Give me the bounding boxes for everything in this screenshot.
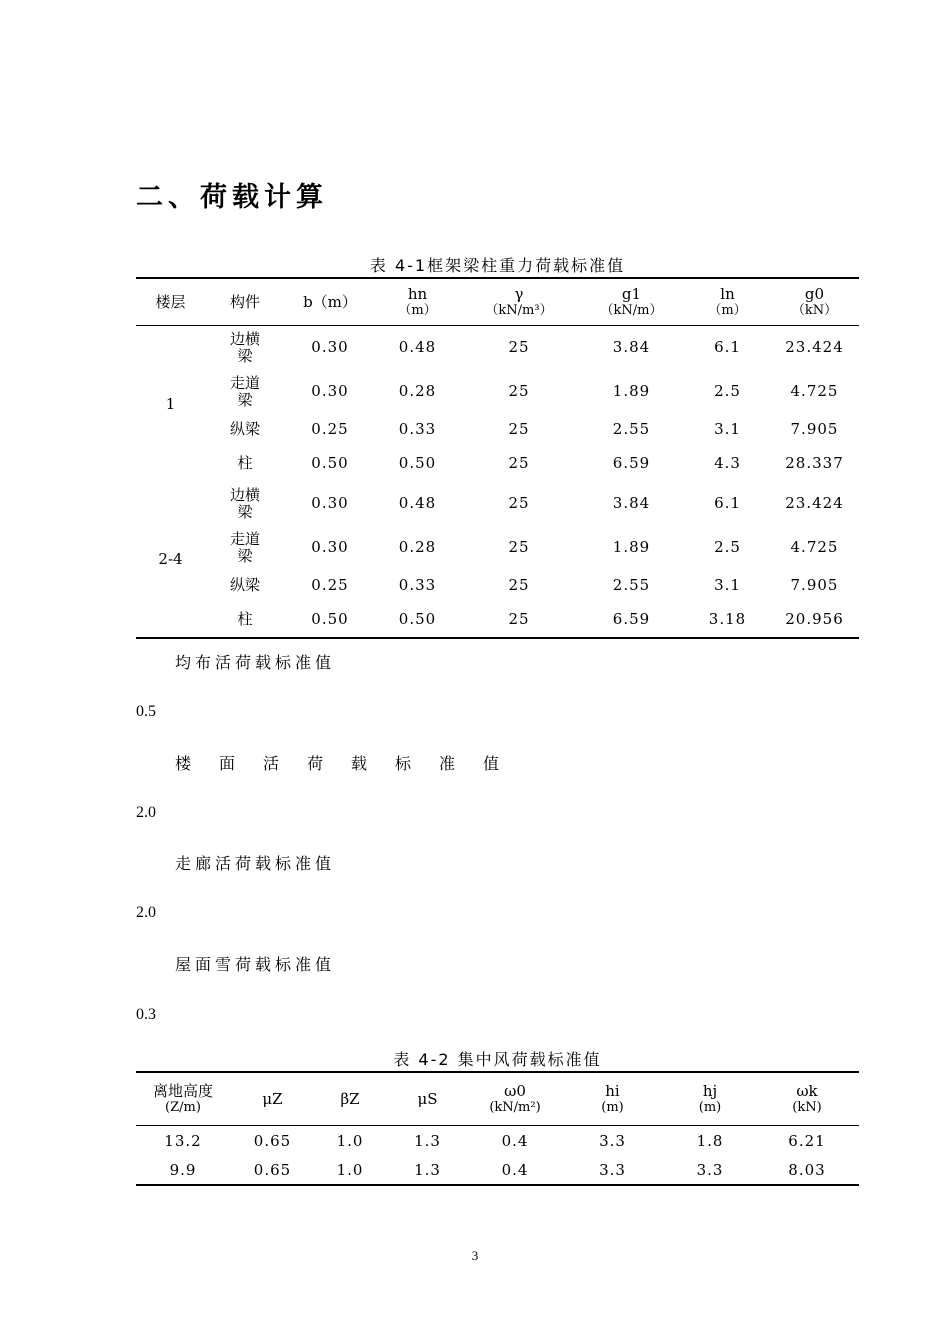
table2-header-cell (230, 1074, 315, 1125)
table2-header-cell (136, 1074, 230, 1125)
table1-cell (770, 603, 859, 637)
table1-cell (770, 328, 859, 368)
table1-cell (375, 526, 460, 570)
table1-cell-value: 0.50 (311, 610, 349, 629)
table2-header-label: 离地高度 (152, 1082, 213, 1101)
table1-cell-value: 走道梁 (229, 373, 260, 409)
table2-header-unit: (m) (601, 1099, 624, 1115)
table1-header-unit: （kN/m³） (485, 302, 553, 318)
table1-cell-value: 2.5 (714, 538, 741, 557)
table1-caption: 表 4-1框架梁柱重力荷载标准值 (369, 256, 626, 275)
table1-cell-value: 2.55 (612, 576, 651, 595)
table2-top-rule (136, 1071, 859, 1073)
table1-cell-value: 边横梁 (229, 329, 260, 365)
table2-cell-value: 1.3 (414, 1161, 441, 1180)
load-value: 0.5 (136, 703, 156, 720)
table1-cell-value: 25 (508, 610, 530, 629)
table1-cell (205, 603, 285, 637)
table2-header-label: μS (417, 1089, 438, 1108)
table1-cell (285, 448, 375, 480)
table1-cell-value: 6.1 (714, 338, 741, 357)
table1-header-cell (578, 280, 685, 325)
table2-cell-value: 1.0 (336, 1132, 364, 1151)
table1-header-label: g1 (621, 285, 642, 304)
table1-cell-value: 23.424 (785, 494, 844, 513)
section-heading: 二、荷载计算 (136, 182, 328, 213)
table2-cell-value: 0.4 (501, 1161, 529, 1180)
table2-header-unit: (Z/m) (165, 1099, 201, 1115)
table2-header-label: ωk (796, 1082, 818, 1101)
table1-cell-value: 4.3 (714, 454, 741, 473)
table2-header-cell (665, 1074, 755, 1125)
table1-cell-value: 纵梁 (229, 420, 260, 439)
table1-cell (285, 328, 375, 368)
load-value: 0.3 (136, 1006, 156, 1023)
table1-header-cell (136, 280, 205, 325)
table1-cell-value: 2.55 (612, 420, 651, 439)
table1-cell-value: 25 (508, 420, 530, 439)
table1-cell-value: 3.1 (714, 420, 741, 439)
table1-cell-value: 走道梁 (229, 529, 260, 565)
table1-cell (375, 603, 460, 637)
table2-cell (315, 1128, 385, 1156)
table2-cell (470, 1128, 560, 1156)
table1-cell-value: 0.48 (398, 338, 437, 357)
table1-cell (375, 482, 460, 526)
table1-cell (375, 370, 460, 414)
table1-cell (285, 526, 375, 570)
table1-header-cell (460, 280, 578, 325)
table1-header-cell (375, 280, 460, 325)
table1-cell-value: 2.5 (714, 382, 741, 401)
table1-cell-value: 0.30 (311, 538, 349, 557)
table2-header-unit: (kN) (792, 1099, 822, 1115)
table2-cell-value: 1.0 (336, 1161, 364, 1180)
table1-cell (770, 482, 859, 526)
table2-cell-value: 3.3 (696, 1161, 724, 1180)
table2-header-unit: (m) (698, 1099, 722, 1115)
table1-cell-value: 7.905 (790, 420, 839, 439)
table1-header-rule (136, 325, 859, 326)
table1-cell (685, 526, 770, 570)
table1-cell-value: 柱 (237, 454, 253, 473)
table1-cell-value: 1.89 (612, 382, 651, 401)
table1-cell (578, 570, 685, 602)
table1-cell (205, 482, 285, 526)
table1-cell-value: 25 (508, 382, 530, 401)
table2-cell-value: 6.21 (788, 1132, 826, 1151)
table2-cell (560, 1157, 665, 1185)
table1-cell (578, 603, 685, 637)
load-label: 楼面活荷载标准值 (175, 754, 528, 773)
table1-cell-value: 0.50 (398, 454, 437, 473)
table2-cell (560, 1128, 665, 1156)
table2-header-unit: (kN/m²) (489, 1099, 541, 1115)
table1-cell-value: 25 (508, 494, 530, 513)
table1-cell (685, 328, 770, 368)
table1-cell-value: 0.25 (311, 420, 349, 439)
table1-cell-value: 0.30 (311, 338, 349, 357)
table2-header-label: ω0 (504, 1082, 526, 1101)
table1-cell (285, 414, 375, 446)
table1-header-label: b（m） (303, 292, 357, 311)
table2-caption: 表 4-2 集中风荷载标准值 (393, 1050, 602, 1069)
table1-cell-value: 4.725 (790, 382, 839, 401)
table1-cell-value: 0.28 (398, 382, 437, 401)
table1-cell-value: 25 (508, 538, 530, 557)
table2-cell (136, 1157, 230, 1185)
table1-cell-value: 25 (508, 576, 530, 595)
table2-cell-value: 3.3 (599, 1161, 626, 1180)
table1-header-label: 构件 (229, 292, 260, 311)
table2-cell-value: 1.8 (696, 1132, 724, 1151)
table1-cell (770, 414, 859, 446)
table1-cell (375, 570, 460, 602)
table2-cell-value: 0.65 (253, 1132, 292, 1151)
table1-cell-value: 0.50 (398, 610, 437, 629)
table1-cell-value: 边横梁 (229, 485, 260, 521)
table1-cell (578, 482, 685, 526)
table1-cell (685, 370, 770, 414)
table1-cell (285, 482, 375, 526)
table1-cell (770, 526, 859, 570)
table2-header-cell (385, 1074, 470, 1125)
table1-cell (285, 370, 375, 414)
table2-cell (315, 1157, 385, 1185)
table1-cell-value: 25 (508, 454, 530, 473)
table1-cell-value: 0.25 (311, 576, 349, 595)
table1-cell (375, 448, 460, 480)
table1-floor-label: 1 (165, 395, 176, 414)
table1-cell (685, 570, 770, 602)
table1-cell-value: 0.30 (311, 494, 349, 513)
table2-cell (385, 1157, 470, 1185)
table1-cell-value: 0.50 (311, 454, 349, 473)
table1-cell (770, 448, 859, 480)
table2-header-cell (315, 1074, 385, 1125)
table1-cell (285, 570, 375, 602)
table2-cell-value: 0.65 (253, 1161, 292, 1180)
table2-header-cell (755, 1074, 859, 1125)
table1-floor-cell (136, 328, 205, 482)
table1-cell-value: 6.1 (714, 494, 741, 513)
table1-cell-value: 柱 (237, 610, 253, 629)
table1-cell-value: 20.956 (785, 610, 844, 629)
table2-cell-value: 9.9 (169, 1161, 197, 1180)
table1-cell (205, 570, 285, 602)
table1-cell (205, 414, 285, 446)
table1-cell (205, 328, 285, 368)
table2-cell (755, 1128, 859, 1156)
table1-cell (205, 448, 285, 480)
table1-header-label: g0 (804, 285, 825, 304)
table1-header-label: ln (720, 285, 735, 304)
table1-cell-value: 1.89 (612, 538, 651, 557)
table1-cell-value: 6.59 (612, 610, 651, 629)
table1-cell-value: 纵梁 (229, 576, 260, 595)
table1-cell-value: 3.84 (612, 338, 651, 357)
table1-header-unit: （m） (398, 302, 437, 318)
table1-cell (578, 370, 685, 414)
table1-cell (578, 526, 685, 570)
table1-cell (375, 414, 460, 446)
table1-cell (685, 482, 770, 526)
table1-cell (770, 370, 859, 414)
table1-cell (578, 448, 685, 480)
table1-header-unit: （m） (708, 302, 747, 318)
table2-header-rule (136, 1125, 859, 1126)
load-label: 均布活荷载标准值 (175, 653, 336, 672)
table2-header-label: hj (702, 1082, 718, 1101)
load-value: 2.0 (136, 904, 156, 921)
table1-header-label: hn (407, 285, 428, 304)
table1-cell (460, 328, 578, 368)
table2-cell (230, 1157, 315, 1185)
table1-header-label: γ (514, 285, 524, 304)
table2-cell-value: 1.3 (414, 1132, 441, 1151)
table1-header-cell (770, 280, 859, 325)
load-value: 2.0 (136, 804, 156, 821)
table1-header-label: 楼层 (155, 292, 186, 311)
table1-cell (460, 448, 578, 480)
table1-cell-value: 28.337 (785, 454, 844, 473)
table2-cell-value: 13.2 (164, 1132, 202, 1151)
table2-cell-value: 8.03 (788, 1161, 826, 1180)
table1-cell-value: 0.28 (398, 538, 437, 557)
table2-cell (136, 1128, 230, 1156)
table1-cell (205, 526, 285, 570)
table1-cell-value: 23.424 (785, 338, 844, 357)
table1-cell-value: 3.1 (714, 576, 741, 595)
table2-header-label: μZ (262, 1089, 283, 1108)
load-label: 屋面雪荷载标准值 (175, 955, 336, 974)
table2-cell-value: 3.3 (599, 1132, 626, 1151)
table1-cell (578, 328, 685, 368)
table1-floor-cell (136, 482, 205, 637)
page-number: 3 (471, 1248, 479, 1263)
table1-cell (460, 370, 578, 414)
table2-header-label: βZ (340, 1089, 360, 1108)
table1-cell (685, 414, 770, 446)
table1-header-cell (205, 280, 285, 325)
table1-cell (770, 570, 859, 602)
table1-cell-value: 6.59 (612, 454, 651, 473)
table2-cell (230, 1128, 315, 1156)
table2-cell (470, 1157, 560, 1185)
load-label: 走廊活荷载标准值 (175, 854, 336, 873)
table1-cell-value: 25 (508, 338, 530, 357)
table1-floor-label: 2-4 (158, 549, 183, 568)
table1-header-unit: （kN/m） (600, 302, 663, 318)
table1-header-cell (285, 280, 375, 325)
table1-cell (375, 328, 460, 368)
table1-cell-value: 7.905 (790, 576, 839, 595)
table1-cell-value: 4.725 (790, 538, 839, 557)
table2-cell (385, 1128, 470, 1156)
table2-cell (755, 1157, 859, 1185)
table2-header-label: hi (605, 1082, 620, 1101)
table1-bottom-rule (136, 637, 859, 639)
table1-cell-value: 0.33 (398, 420, 437, 439)
table1-cell (460, 570, 578, 602)
table1-header-cell (685, 280, 770, 325)
table1-header-unit: （kN） (791, 302, 838, 318)
table1-cell (460, 482, 578, 526)
table2-cell (665, 1128, 755, 1156)
table2-cell (665, 1157, 755, 1185)
table2-header-cell (560, 1074, 665, 1125)
table1-cell-value: 3.84 (612, 494, 651, 513)
table1-cell (285, 603, 375, 637)
table1-cell (578, 414, 685, 446)
table1-cell (460, 526, 578, 570)
table1-cell (460, 414, 578, 446)
table1-cell (205, 370, 285, 414)
table2-cell-value: 0.4 (501, 1132, 529, 1151)
table1-cell (685, 603, 770, 637)
table1-cell (460, 603, 578, 637)
table1-cell-value: 0.33 (398, 576, 437, 595)
table2-header-cell (470, 1074, 560, 1125)
table1-cell-value: 3.18 (708, 610, 747, 629)
table1-cell (685, 448, 770, 480)
table1-top-rule (136, 277, 859, 279)
table1-cell-value: 0.30 (311, 382, 349, 401)
table1-cell-value: 0.48 (398, 494, 437, 513)
